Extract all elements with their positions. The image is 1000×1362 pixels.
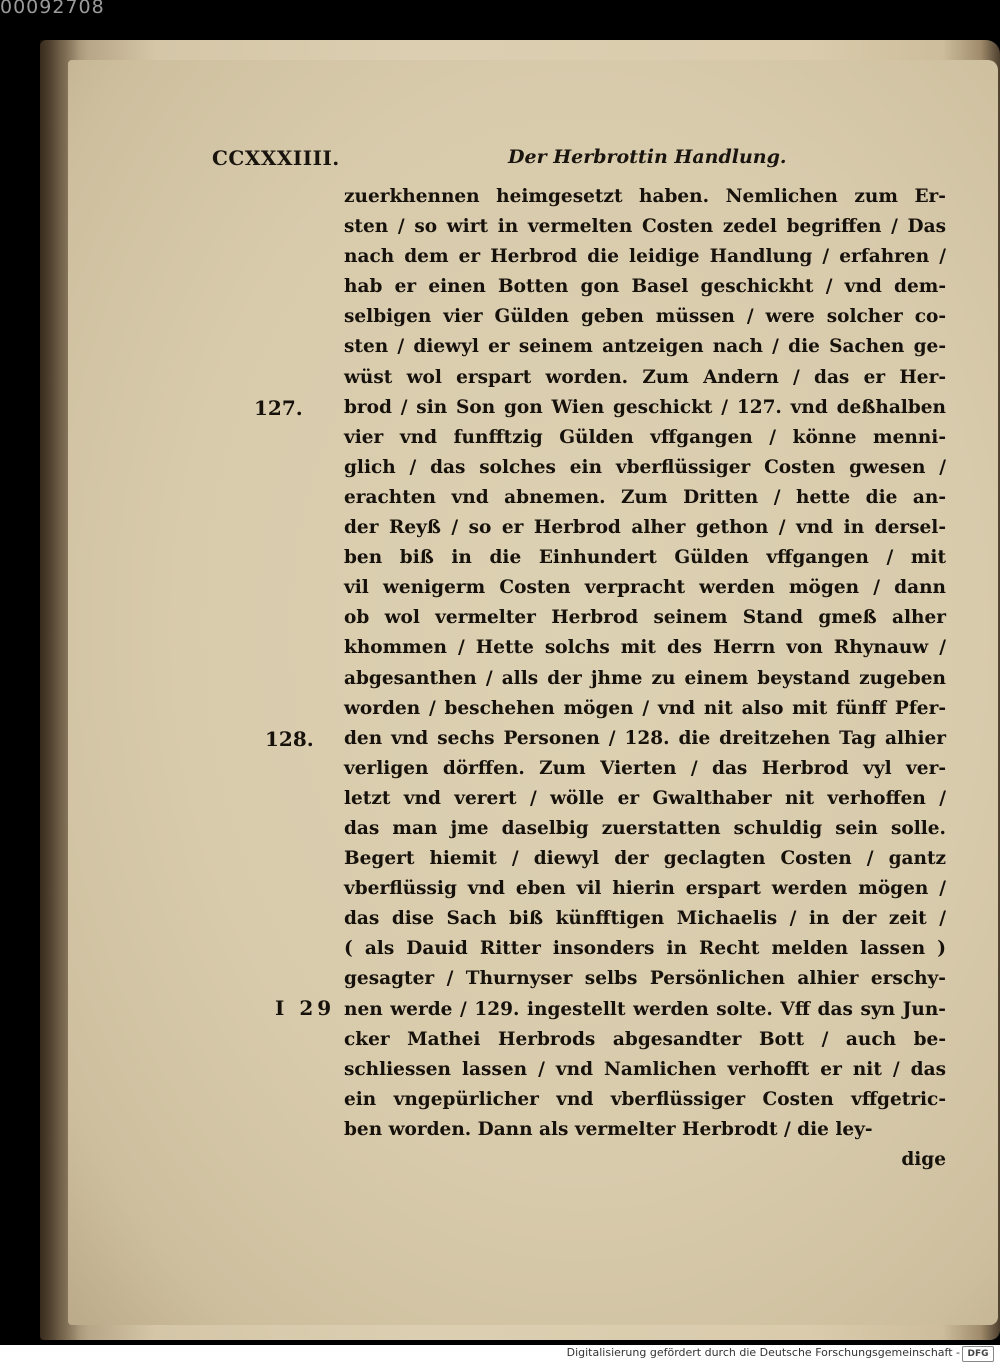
text-line: erachten vnd abnemen. Zum Dritten / hette die an- — [344, 486, 946, 508]
running-head: Der Herbrottin Handlung. — [508, 146, 787, 168]
text-line: hab er einen Botten gon Basel geschickht / vnd dem- — [344, 276, 946, 298]
text-line: nen werde / 129. ingestellt werden solte. Vff das syn Jun- — [344, 998, 946, 1020]
text-line: der Reyß / so er Herbrod alher gethon / vnd in dersel- — [344, 517, 946, 539]
footer-credit: Digitalisierung gefördert durch die Deutsche Forschungsgemeinschaft - — [566, 1346, 960, 1359]
text-line: ben worden. Dann als vermelter Herbrodt / die ley- — [344, 1118, 873, 1140]
text-line: brod / sin Son gon Wien geschickt / 127. vnd deßhalben — [344, 396, 946, 418]
text-line: sten / diewyl er seinem antzeigen nach / die Sachen ge- — [344, 336, 946, 358]
text-line: sten / so wirt in vermelten Costen zedel begriffen / Das — [344, 216, 946, 238]
text-line: selbigen vier Gülden geben müssen / were solcher co- — [344, 306, 946, 328]
scan-id-label: 00092708 — [0, 0, 105, 18]
folio-number: CCXXXIIII. — [212, 146, 340, 170]
text-line: ein vngepürlicher vnd vberflüssiger Costen vffgetric- — [344, 1088, 946, 1110]
text-line: Begert hiemit / diewyl der geclagten Costen / gantz — [344, 848, 946, 870]
text-line: zuerkhennen heimgesetzt haben. Nemlichen zum Er- — [344, 186, 946, 207]
text-line: schliessen lassen / vnd Namlichen verhofft er nit / das — [344, 1058, 946, 1080]
text-line: ben biß in die Einhundert Gülden vffgangen / mit — [344, 547, 946, 569]
margin-note-128: 128. — [265, 727, 314, 751]
text-line: das dise Sach biß künfftigen Michaelis / in der zeit / — [344, 908, 946, 930]
catchword: dige — [901, 1149, 946, 1170]
text-line: cker Mathei Herbrods abgesandter Bott / auch be- — [344, 1028, 946, 1050]
dfg-logo-icon: DFG — [962, 1346, 994, 1362]
text-line: abgesanthen / alls der jhme zu einem beystand zugeben — [344, 667, 946, 689]
body-text — [344, 182, 946, 1175]
margin-note-129: I 29 — [275, 996, 336, 1020]
text-line: gesagter / Thurnyser selbs Persönlichen alhier erschy- — [344, 968, 946, 990]
text-line: worden / beschehen mögen / vnd nit also mit fünff Pfer- — [344, 697, 946, 719]
text-line: glich / das solches ein vberflüssiger Costen gwesen / — [344, 456, 946, 478]
text-line: vberflüssig vnd eben vil hierin erspart werden mögen / — [344, 878, 946, 900]
text-line: ( als Dauid Ritter insonders in Recht melden lassen ) — [344, 938, 946, 960]
text-line: das man jme daselbig zuerstatten schuldig sein solle. — [344, 817, 946, 839]
text-line: den vnd sechs Personen / 128. die dreitzehen Tag alhier — [344, 727, 946, 749]
text-line: verligen dörffen. Zum Vierten / das Herbrod vyl ver- — [344, 757, 946, 779]
text-line: letzt vnd verert / wölle er Gwalthaber nit verhoffen / — [344, 787, 946, 809]
text-line: khommen / Hette solchs mit des Herrn von Rhynauw / — [344, 637, 946, 659]
margin-note-127: 127. — [254, 396, 303, 420]
text-line: ob wol vermelter Herbrod seinem Stand gmeß alher — [344, 607, 946, 629]
text-line: vil wenigerm Costen verpracht werden mögen / dann — [344, 577, 946, 599]
text-line: wüst wol erspart worden. Zum Andern / das er Her- — [344, 366, 946, 388]
text-line: nach dem er Herbrod die leidige Handlung / erfahren / — [344, 246, 946, 268]
text-line: vier vnd funfftzig Gülden vffgangen / könne menni- — [344, 426, 946, 448]
